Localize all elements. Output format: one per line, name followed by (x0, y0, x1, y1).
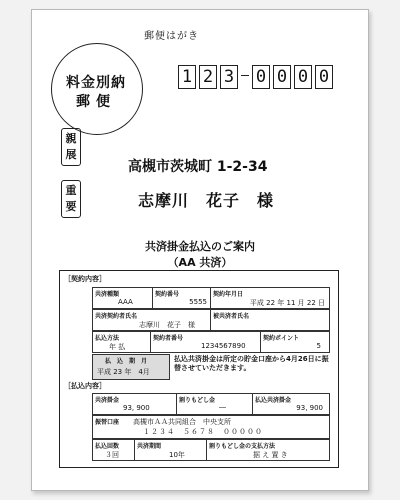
contract-type-cell (92, 287, 154, 309)
stamp-line-1: 料金別納 (66, 75, 126, 91)
zip-digit: 0 (294, 65, 312, 89)
field-label: 払込回数 (95, 443, 120, 450)
contract-section-label: ［契約内容］ (64, 275, 106, 283)
field-value: 年 払 (109, 343, 126, 351)
refund-cell (176, 393, 254, 415)
contract-details-panel (59, 270, 339, 468)
transfer-notice: 払込共済掛金は所定の貯金口座から4月26日に振替させていただきます。 (174, 355, 329, 372)
field-value: 10年 (169, 451, 185, 459)
field-value: 93, 900 (123, 404, 150, 412)
field-value: 5555 (189, 298, 207, 306)
field-value: 平成 22 年 11 月 22 日 (249, 299, 325, 307)
zip-digit: 2 (199, 65, 217, 89)
payment-count-cell (92, 439, 136, 461)
field-label: 払 込 期 月 (105, 358, 148, 365)
postal-code (178, 65, 333, 89)
contract-number-cell (152, 287, 212, 309)
field-label: 共済期間 (137, 443, 162, 450)
field-value: AAA (118, 298, 133, 306)
zip-digit: 1 (178, 65, 196, 89)
field-value: 1234567890 (201, 342, 246, 350)
badge-char: 要 (65, 200, 77, 213)
badge-char: 親 (65, 132, 77, 145)
badge-char: 展 (65, 148, 77, 161)
payment-period-cell (92, 354, 170, 380)
field-label: 契約年月日 (213, 291, 244, 298)
zip-digit: 0 (252, 65, 270, 89)
total-premium-cell (252, 393, 330, 415)
document-title: 共済掛金払込のご案内 (145, 240, 255, 253)
bank-name: 高槻市ＡＡ共同組合 中央支所 (133, 418, 231, 426)
refund-method-cell (206, 439, 330, 461)
contractor-number-cell (150, 331, 262, 353)
contract-points-cell (260, 331, 330, 353)
field-label: 共済契約者氏名 (95, 313, 138, 320)
badge-char: 重 (65, 184, 77, 197)
transfer-account-cell (92, 415, 330, 439)
recipient-name: 志摩川 花子 様 (138, 191, 275, 210)
field-label: 払込共済掛金 (255, 397, 292, 404)
field-label: 契約ポイント (263, 335, 300, 342)
field-label: 共済掛金 (95, 397, 120, 404)
field-value: 93, 900 (296, 404, 323, 412)
field-value: 据 え 置 き (253, 451, 288, 459)
recipient-address: 高槻市茨城町 1-2-34 (128, 159, 268, 175)
field-value: 平成 23 年 4月 (97, 368, 150, 376)
field-value: 5 (316, 342, 321, 350)
field-label: 被共済者氏名 (213, 313, 250, 320)
field-label: 契約番号 (155, 291, 180, 298)
field-label: 割りもどし金 (179, 397, 216, 404)
insurance-term-cell (134, 439, 208, 461)
zip-digit: 3 (220, 65, 238, 89)
account-number: １２３４ ５６７８ ０００００ (143, 428, 263, 436)
payment-method-cell (92, 331, 152, 353)
field-label: 払込方法 (95, 335, 120, 342)
field-label: 割りもどし金の支払方法 (209, 443, 276, 450)
important-badge (61, 180, 81, 218)
field-value: ３回 (105, 451, 119, 459)
field-label: 振替口座 (95, 419, 120, 426)
field-value: 志摩川 花子 様 (139, 321, 195, 329)
postcard-header: 郵便はがき (144, 31, 199, 42)
zip-digit: 0 (273, 65, 291, 89)
document-subtitle: （AA 共済） (167, 256, 233, 269)
field-value: ― (219, 403, 226, 411)
zip-digit: 0 (315, 65, 333, 89)
field-label: 共済種類 (95, 291, 120, 298)
insured-name-cell (210, 309, 330, 331)
contract-date-cell (210, 287, 330, 309)
premium-cell (92, 393, 178, 415)
contract-holder-cell (92, 309, 212, 331)
confidential-badge (61, 128, 81, 166)
field-label: 契約者番号 (153, 335, 184, 342)
stamp-line-2: 郵便 (76, 94, 116, 110)
zip-separator (241, 65, 249, 87)
payment-section-label: ［払込内容］ (64, 382, 106, 390)
